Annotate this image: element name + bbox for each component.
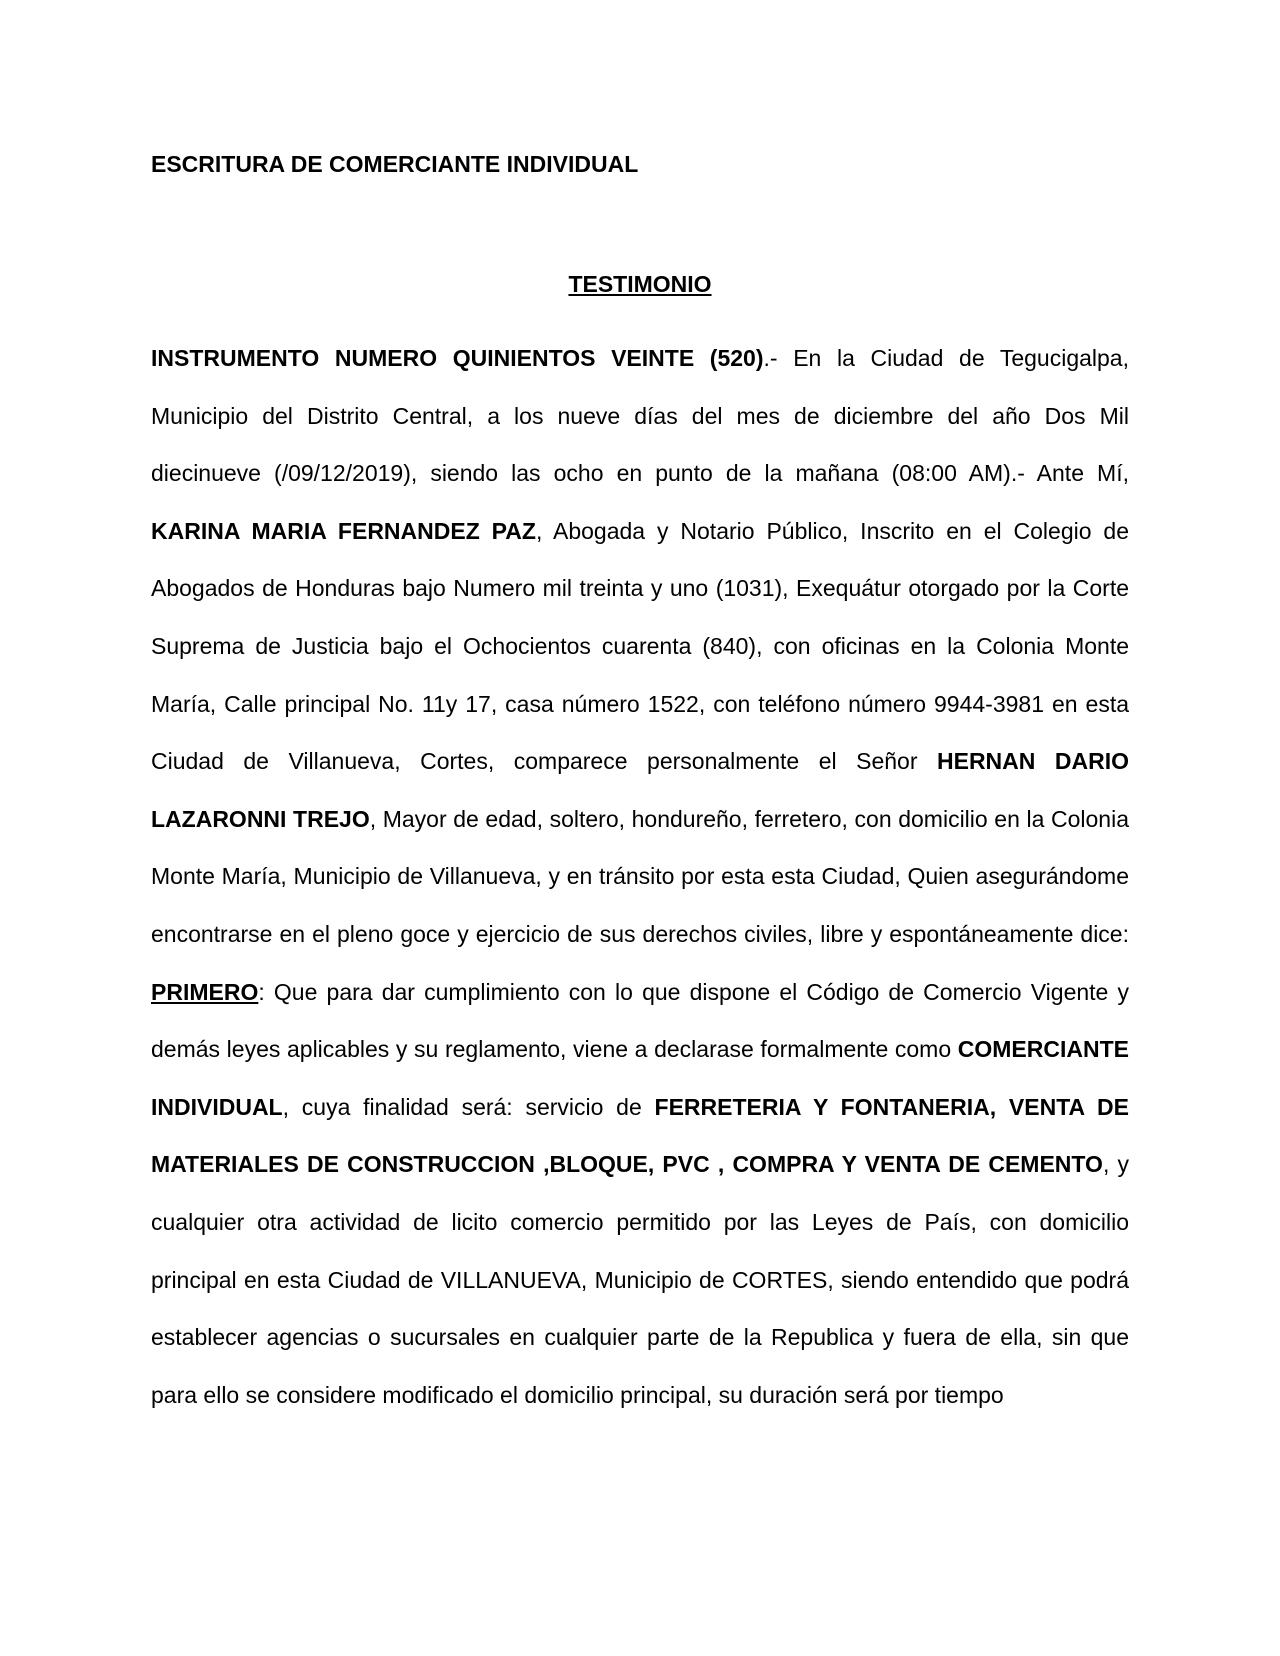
paragraph-text: .- En la Ciudad de Tegucigalpa, Municipio del Distrito Central, a los nueve días del mes de diciembre del año Dos Mil diecinueve (/09/12/2019), siendo las ocho en punto de la mañana (08:00 AM).- Ante Mí,	[151, 345, 1129, 487]
paragraph-text: , Mayor de edad, soltero, hondureño, ferretero, con domicilio en la Colonia Monte María, Municipio de Villanueva, y en tránsito por esta esta Ciudad, Quien asegurándome encontrarse en el pleno goce y ejercicio de sus derechos civiles, libre y espontáneamente dice:	[151, 805, 1129, 947]
business-purpose: FERRETERIA Y FONTANERIA, VENTA DE MATERIALES DE CONSTRUCCION ,BLOQUE, PVC , COMPRA Y VENTA DE CEMENTO	[151, 1093, 1130, 1178]
paragraph-text: : Que para dar cumplimiento con lo que dispone el Código de Comercio Vigente y demás leyes aplicables y su reglamento, viene a declarase formalmente como	[151, 978, 1129, 1063]
instrument-number: INSTRUMENTO NUMERO QUINIENTOS VEINTE (520)	[151, 345, 764, 371]
merchant-type: COMERCIANTE INDIVIDUAL	[151, 1036, 1129, 1120]
paragraph-text: , cuya finalidad será: servicio de	[282, 1093, 655, 1120]
notary-name: KARINA MARIA FERNANDEZ PAZ	[151, 517, 536, 544]
appearing-party-name: HERNAN DARIO LAZARONNI TREJO	[151, 748, 1130, 832]
body-paragraph	[151, 330, 1129, 1424]
paragraph-text: , y cualquier otra actividad de licito comercio permitido por las Leyes de País, con domicilio principal en esta Ciudad de VILLANUEVA, Municipio de CORTES, siendo entendido que podrá establecer agencias o sucursales en cualquier parte de la Republica y fuera de ella, sin que para ello se considere modificado el domicilio principal, su duración será por tiempo	[151, 1151, 1129, 1408]
paragraph-text: , Abogada y Notario Público, Inscrito en el Colegio de Abogados de Honduras bajo Numero mil treinta y uno (1031), Exequátur otorgado por la Corte Suprema de Justicia bajo el Ochocientos cuarenta (840), con oficinas en la Colonia Monte María, Calle principal No. 11y 17, casa número 1522, con teléfono número 9944-3981 en esta Ciudad de Villanueva, Cortes, comparece personalmente el Señor	[151, 517, 1130, 775]
section-heading-testimonio: TESTIMONIO	[568, 271, 712, 297]
clause-primero: PRIMERO	[151, 978, 259, 1005]
document-title: ESCRITURA DE COMERCIANTE INDIVIDUAL	[151, 151, 639, 177]
